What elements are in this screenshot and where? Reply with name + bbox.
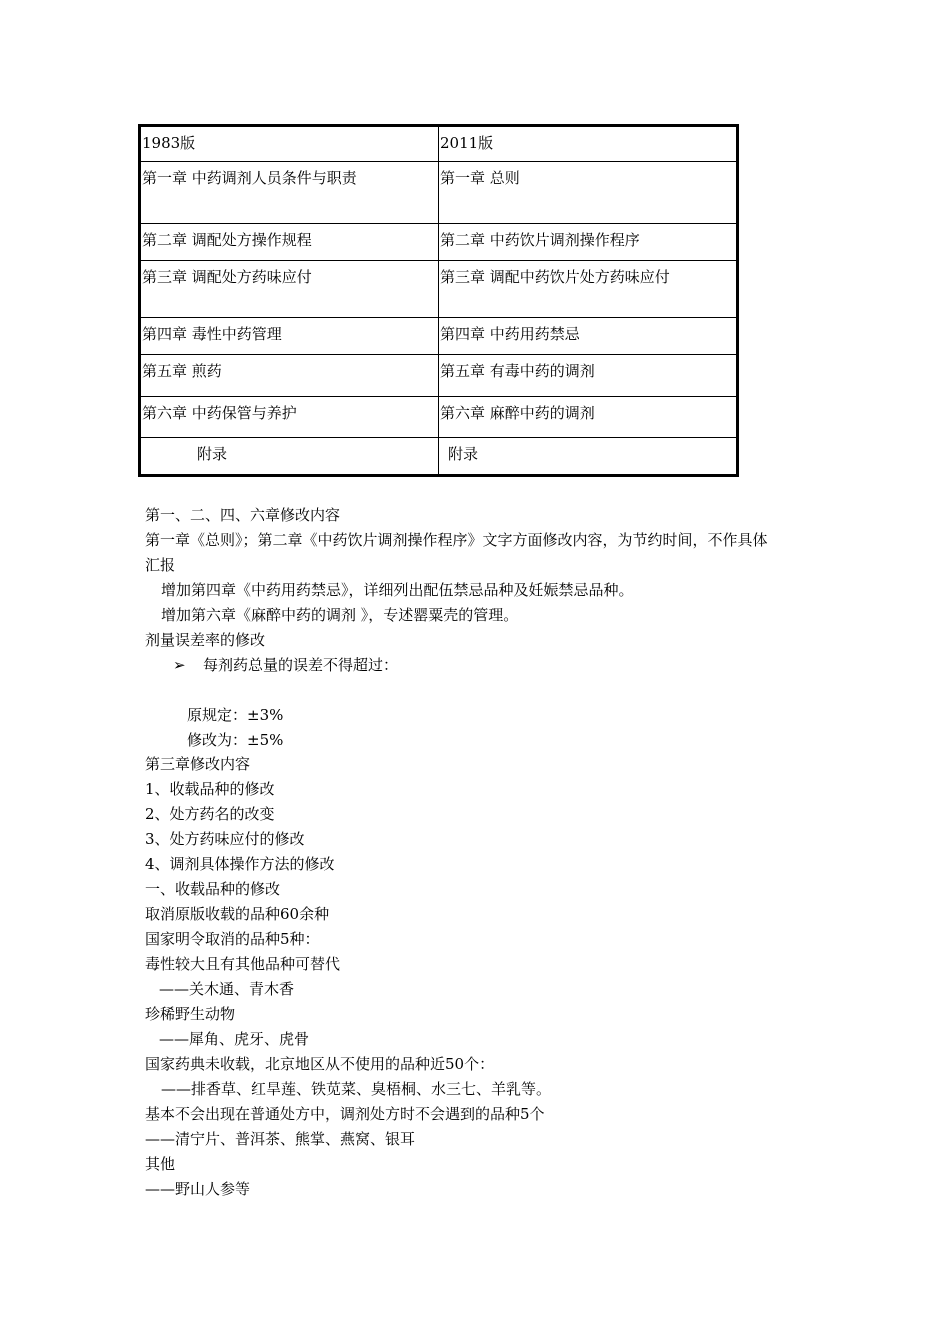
table-cell: 第五章 有毒中药的调剂: [439, 355, 738, 397]
list-item: 3、处方药味应付的修改: [145, 830, 305, 848]
paragraph: 原规定：±3%: [187, 706, 284, 724]
table-cell: 第三章 调配处方药味应付: [140, 261, 439, 318]
paragraph: ——清宁片、普洱茶、熊掌、燕窝、银耳: [145, 1130, 416, 1148]
table-cell: 第一章 总则: [439, 162, 738, 224]
table-cell: 第四章 毒性中药管理: [140, 318, 439, 355]
paragraph: 国家明令取消的品种5种：: [145, 930, 320, 948]
table-row: [140, 224, 738, 261]
table-cell: 附录: [439, 438, 738, 476]
paragraph: 国家药典未收载，北京地区从不使用的品种近50个：: [145, 1055, 495, 1073]
paragraph: 其他: [145, 1155, 176, 1173]
table-header-cell: 2011版: [439, 126, 738, 162]
paragraph: 取消原版收载的品种60余种: [145, 905, 330, 923]
section-heading: 一、收载品种的修改: [145, 880, 281, 898]
table-header-row: [140, 126, 738, 162]
table-row: [140, 162, 738, 224]
paragraph: ——野山人参等: [145, 1180, 251, 1198]
table-cell: 第五章 煎药: [140, 355, 439, 397]
table-cell: 第六章 中药保管与养护: [140, 397, 439, 438]
paragraph: 第一、二、四、六章修改内容: [145, 506, 341, 524]
paragraph: 汇报: [145, 556, 176, 574]
table-cell: 第六章 麻醉中药的调剂: [439, 397, 738, 438]
paragraph: ——排香草、红旱莲、铁苋菜、臭梧桐、水三七、羊乳等。: [161, 1080, 552, 1098]
table-cell: 第二章 中药饮片调剂操作程序: [439, 224, 738, 261]
paragraph: 增加第四章《中药用药禁忌》，详细列出配伍禁忌品种及妊娠禁忌品种。: [161, 581, 634, 599]
table-cell: 附录: [140, 438, 439, 476]
table-row: [140, 261, 738, 318]
section-heading: 第三章修改内容: [145, 755, 251, 773]
table-cell: 第三章 调配中药饮片处方药味应付: [439, 261, 738, 318]
paragraph: ——关木通、青木香: [159, 980, 295, 998]
paragraph: 修改为：±5%: [187, 731, 284, 749]
paragraph: ——犀角、虎牙、虎骨: [159, 1030, 310, 1048]
section-heading: 剂量误差率的修改: [145, 631, 266, 649]
table-cell: 第四章 中药用药禁忌: [439, 318, 738, 355]
arrow-bullet-icon: ➢: [173, 656, 186, 674]
paragraph: 基本不会出现在普通处方中，调剂处方时不会遇到的品种5个: [145, 1105, 545, 1123]
table-cell: 第一章 中药调剂人员条件与职责: [140, 162, 439, 224]
table-row: [140, 397, 738, 438]
version-comparison-table: [138, 124, 739, 477]
list-item: 4、调剂具体操作方法的修改: [145, 855, 335, 873]
table-row: [140, 355, 738, 397]
paragraph: 毒性较大且有其他品种可替代: [145, 955, 341, 973]
table-cell: 第二章 调配处方操作规程: [140, 224, 439, 261]
paragraph: 第一章《总则》；第二章《中药饮片调剂操作程序》文字方面修改内容，为节约时间，不作具体: [145, 531, 768, 549]
bullet-item: [173, 654, 398, 676]
bullet-text: 每剂药总量的误差不得超过：: [203, 656, 399, 674]
list-item: 2、处方药名的改变: [145, 805, 275, 823]
paragraph: 珍稀野生动物: [145, 1005, 236, 1023]
table-row: [140, 438, 738, 476]
paragraph: 增加第六章《麻醉中药的调剂 》，专述罂粟壳的管理。: [161, 606, 519, 624]
table-row: [140, 318, 738, 355]
table-header-cell: 1983版: [140, 126, 439, 162]
list-item: 1、收载品种的修改: [145, 780, 275, 798]
